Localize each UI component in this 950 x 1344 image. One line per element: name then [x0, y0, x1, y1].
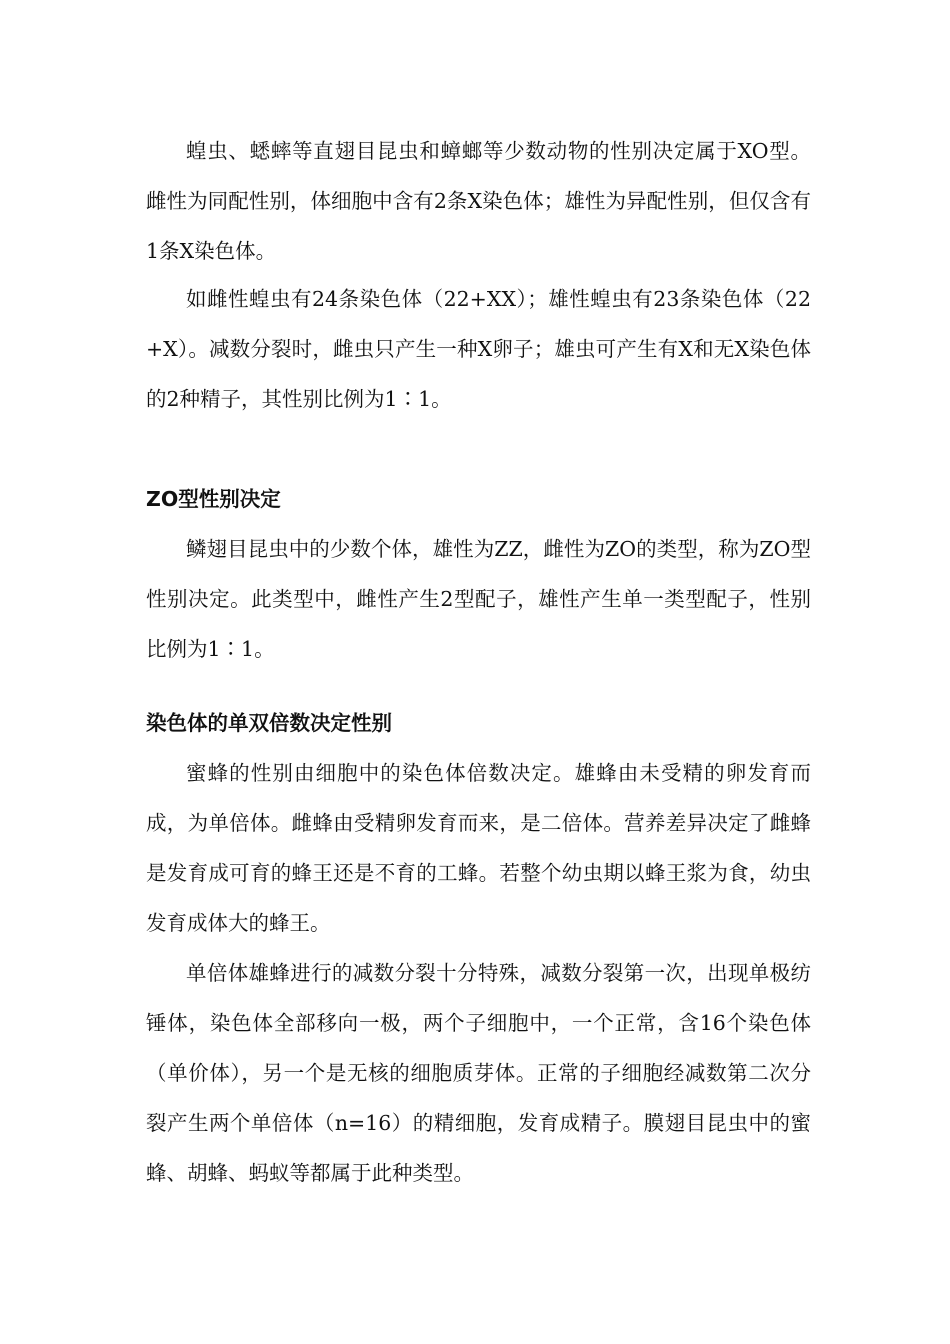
paragraph-bee-intro: 蜜蜂的性别由细胞中的染色体倍数决定。雄蜂由未受精的卵发育而成，为单倍体。雌蜂由受精卵发育而来，是二倍体。营养差异决定了雌蜂是发育成可育的蜂王还是不育的工蜂。若整个幼虫期以蜂王浆为食，幼虫发育成体大的蜂王。 — [146, 761, 811, 935]
paragraph-bee-meiosis: 单倍体雄蜂进行的减数分裂十分特殊，减数分裂第一次，出现单极纺锤体，染色体全部移向一极，两个子细胞中，一个正常，含16个染色体（单价体），另一个是无核的细胞质芽体。正常的子细胞经减数第二次分裂产生两个单倍体（n=16）的精细胞，发育成精子。膜翅目昆虫中的蜜蜂、胡蜂、蚂蚁等都属于此种类型。 — [146, 961, 811, 1185]
paragraph-xo-intro: 蝗虫、蟋蟀等直翅目昆虫和蟑螂等少数动物的性别决定属于XO型。雌性为同配性别，体细胞中含有2条X染色体；雄性为异配性别，但仅含有1条X染色体。 — [146, 139, 811, 263]
paragraph-xo-example: 如雌性蝗虫有24条染色体（22+XX）；雄性蝗虫有23条染色体（22+X）。减数分裂时，雌虫只产生一种X卵子；雄虫可产生有X和无X染色体的2种精子，其性别比例为1∶1。 — [146, 287, 811, 411]
heading-ploidy-sex-determination: 染色体的单双倍数决定性别 — [146, 711, 392, 735]
heading-zo-sex-determination: ZO型性别决定 — [146, 487, 281, 511]
paragraph-zo: 鳞翅目昆虫中的少数个体，雄性为ZZ，雌性为ZO的类型，称为ZO型性别决定。此类型中，雌性产生2型配子，雄性产生单一类型配子，性别比例为1∶1。 — [146, 537, 811, 661]
